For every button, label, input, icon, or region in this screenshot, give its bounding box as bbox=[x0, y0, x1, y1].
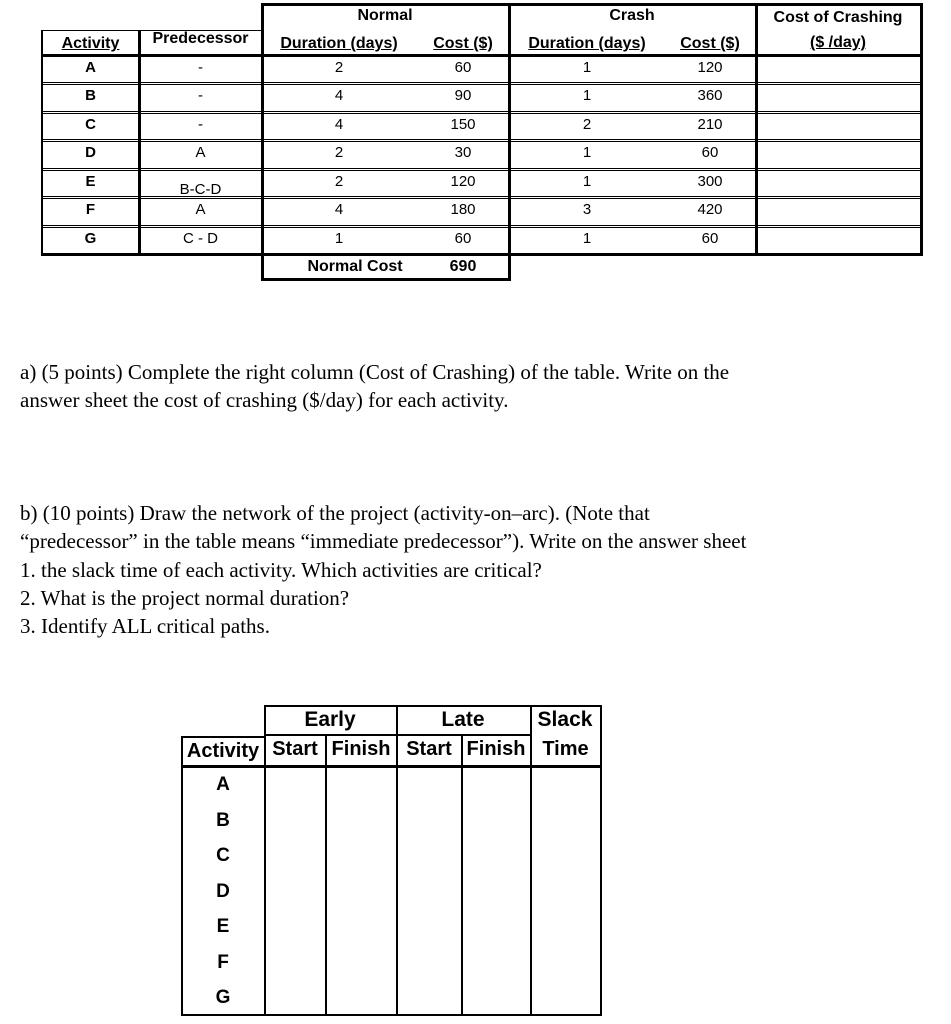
row-line bbox=[41, 168, 923, 171]
schedule-empty-cell[interactable] bbox=[398, 839, 460, 872]
schedule-activity-label: F bbox=[217, 951, 229, 973]
cell-activity: C bbox=[85, 116, 96, 133]
row-line bbox=[41, 225, 923, 228]
schedule-activity-label: E bbox=[216, 916, 230, 937]
cell-activity: F bbox=[85, 201, 96, 218]
normal-cost-label: Normal Cost bbox=[307, 258, 403, 275]
cell-normal-duration: 2 bbox=[334, 144, 344, 161]
col-header-crash-duration: Duration (days) bbox=[528, 35, 646, 52]
col-header-crash-cost: Cost ($) bbox=[680, 35, 740, 52]
question-a-line-1: a) (5 points) Complete the right column (Cost of Crashing) of the table. Write on the bbox=[20, 360, 730, 384]
schedule-empty-cell[interactable] bbox=[463, 981, 529, 1014]
row-line bbox=[41, 139, 923, 142]
schedule-empty-cell[interactable] bbox=[266, 839, 324, 872]
cell-normal-duration: 4 bbox=[334, 87, 344, 104]
question-b-item-2: 2. What is the project normal duration? bbox=[20, 586, 350, 610]
cell-normal-duration: 1 bbox=[334, 230, 344, 247]
cell-predecessor: - bbox=[198, 87, 203, 104]
schedule-empty-cell[interactable] bbox=[327, 910, 395, 943]
cell-crash-cost: 60 bbox=[701, 230, 719, 247]
cell-cost-of-crashing-empty[interactable] bbox=[757, 144, 919, 164]
cell-normal-cost: 90 bbox=[454, 87, 472, 104]
schedule-empty-cell[interactable] bbox=[463, 946, 529, 979]
question-a-line-2: answer sheet the cost of crashing ($/day) for each activity. bbox=[20, 388, 509, 412]
cell-normal-duration: 4 bbox=[334, 116, 344, 133]
cell-crash-cost: 60 bbox=[701, 144, 719, 161]
schedule-empty-cell[interactable] bbox=[266, 946, 324, 979]
cell-activity: G bbox=[84, 230, 97, 247]
table-border-right bbox=[600, 705, 602, 1016]
cell-predecessor: A bbox=[195, 201, 206, 218]
cell-predecessor: A bbox=[195, 144, 206, 161]
cell-crash-cost: 210 bbox=[697, 116, 723, 133]
crash-group-header: Crash bbox=[609, 7, 655, 24]
schedule-activity-label: C bbox=[216, 845, 230, 866]
schedule-empty-cell[interactable] bbox=[398, 910, 460, 943]
col-header-late-start: Start bbox=[406, 738, 452, 760]
col-header-activity: Activity bbox=[186, 740, 260, 762]
question-b-line-2: “predecessor” in the table means “immediate predecessor”). Write on the answer sheet bbox=[20, 529, 747, 553]
schedule-empty-cell[interactable] bbox=[463, 875, 529, 908]
col-header-slack-time: Time bbox=[542, 738, 589, 760]
schedule-activity-label: B bbox=[216, 809, 230, 831]
schedule-empty-cell[interactable] bbox=[327, 875, 395, 908]
schedule-table bbox=[0, 700, 951, 1024]
cell-normal-cost: 30 bbox=[454, 144, 472, 161]
cell-normal-duration: 2 bbox=[334, 173, 344, 190]
normal-cost-value: 690 bbox=[449, 258, 477, 275]
cell-crash-cost: 360 bbox=[697, 87, 723, 104]
col-header-normal-cost: Cost ($) bbox=[433, 35, 493, 52]
schedule-activity-label: G bbox=[215, 987, 231, 1008]
cell-cost-of-crashing-empty[interactable] bbox=[757, 116, 919, 136]
schedule-empty-cell[interactable] bbox=[532, 839, 599, 872]
col-header-activity: Activity bbox=[61, 35, 120, 52]
schedule-empty-cell[interactable] bbox=[398, 768, 460, 801]
cell-normal-cost: 60 bbox=[454, 230, 472, 247]
schedule-empty-cell[interactable] bbox=[532, 981, 599, 1014]
crash-table bbox=[0, 0, 951, 290]
cell-crash-duration: 1 bbox=[582, 144, 592, 161]
table-header-line bbox=[41, 54, 923, 57]
cell-cost-of-crashing-empty[interactable] bbox=[757, 59, 919, 79]
schedule-empty-cell[interactable] bbox=[327, 946, 395, 979]
normal-group-header: Normal bbox=[357, 7, 413, 24]
cell-crash-duration: 1 bbox=[582, 87, 592, 104]
cost-of-crashing-unit: ($ /day) bbox=[809, 34, 866, 51]
schedule-empty-cell[interactable] bbox=[532, 875, 599, 908]
schedule-empty-cell[interactable] bbox=[327, 981, 395, 1014]
question-b-item-1: 1. the slack time of each activity. Which activities are critical? bbox=[20, 558, 542, 582]
schedule-activity-label: D bbox=[216, 880, 230, 902]
cell-crash-duration: 1 bbox=[582, 59, 592, 76]
col-header-normal-duration: Duration (days) bbox=[280, 35, 398, 52]
schedule-empty-cell[interactable] bbox=[532, 768, 599, 801]
schedule-empty-cell[interactable] bbox=[398, 875, 460, 908]
row-line bbox=[41, 82, 923, 85]
cell-crash-duration: 3 bbox=[582, 201, 592, 218]
schedule-empty-cell[interactable] bbox=[532, 946, 599, 979]
schedule-empty-cell[interactable] bbox=[463, 768, 529, 801]
cell-cost-of-crashing-empty[interactable] bbox=[757, 173, 919, 193]
schedule-empty-cell[interactable] bbox=[327, 768, 395, 801]
question-b-item-3: 3. Identify ALL critical paths. bbox=[20, 614, 270, 638]
schedule-empty-cell[interactable] bbox=[327, 839, 395, 872]
cell-activity: E bbox=[85, 173, 96, 190]
cell-crash-cost: 300 bbox=[697, 173, 723, 190]
cell-crash-duration: 1 bbox=[582, 173, 592, 190]
schedule-empty-cell[interactable] bbox=[266, 910, 324, 943]
schedule-empty-cell[interactable] bbox=[266, 981, 324, 1014]
cell-activity: B bbox=[85, 87, 96, 104]
cell-activity: D bbox=[85, 144, 96, 161]
cell-crash-duration: 1 bbox=[582, 230, 592, 247]
row-line bbox=[41, 111, 923, 114]
cell-normal-cost: 150 bbox=[450, 116, 476, 133]
schedule-empty-cell[interactable] bbox=[398, 804, 460, 837]
cell-cost-of-crashing-empty[interactable] bbox=[757, 201, 919, 221]
cell-normal-duration: 4 bbox=[334, 201, 344, 218]
cell-crash-cost: 120 bbox=[697, 59, 723, 76]
schedule-empty-cell[interactable] bbox=[266, 768, 324, 801]
table-border-right bbox=[920, 3, 923, 255]
cell-predecessor: - bbox=[198, 116, 203, 133]
early-group-header: Early bbox=[304, 708, 356, 731]
question-b-line-1: b) (10 points) Draw the network of the project (activity-on–arc). (Note that bbox=[20, 501, 650, 525]
schedule-empty-cell[interactable] bbox=[327, 804, 395, 837]
cell-activity: A bbox=[85, 59, 96, 76]
schedule-empty-cell[interactable] bbox=[463, 910, 529, 943]
schedule-empty-cell[interactable] bbox=[463, 804, 529, 837]
schedule-empty-cell[interactable] bbox=[532, 804, 599, 837]
cell-normal-cost: 120 bbox=[450, 173, 476, 190]
schedule-empty-cell[interactable] bbox=[266, 804, 324, 837]
col-header-early-start: Start bbox=[272, 738, 318, 760]
schedule-empty-cell[interactable] bbox=[532, 910, 599, 943]
late-group-header: Late bbox=[441, 708, 485, 731]
cell-cost-of-crashing-empty[interactable] bbox=[757, 230, 919, 250]
cell-cost-of-crashing-empty[interactable] bbox=[757, 87, 919, 107]
cell-predecessor: C - D bbox=[183, 230, 218, 247]
cell-crash-cost: 420 bbox=[697, 201, 723, 218]
cell-normal-cost: 60 bbox=[454, 59, 472, 76]
schedule-empty-cell[interactable] bbox=[398, 946, 460, 979]
cell-predecessor: - bbox=[198, 59, 203, 76]
table-bottom-line bbox=[41, 253, 923, 256]
slack-group-header: Slack bbox=[537, 708, 593, 731]
table-border-bottom bbox=[181, 1014, 602, 1016]
cell-normal-cost: 180 bbox=[450, 201, 476, 218]
cell-crash-duration: 2 bbox=[582, 116, 592, 133]
col-header-late-finish: Finish bbox=[466, 738, 526, 760]
schedule-activity-label: A bbox=[216, 774, 230, 795]
schedule-empty-cell[interactable] bbox=[398, 981, 460, 1014]
cost-of-crashing-header: Cost of Crashing bbox=[773, 9, 903, 26]
col-header-early-finish: Finish bbox=[331, 738, 391, 760]
footer-bottom-line bbox=[261, 278, 511, 281]
schedule-empty-cell[interactable] bbox=[463, 839, 529, 872]
col-header-predecessor: Predecessor bbox=[152, 30, 249, 47]
cell-predecessor: B-C-D bbox=[179, 181, 222, 198]
schedule-empty-cell[interactable] bbox=[266, 875, 324, 908]
table-border-top bbox=[261, 3, 923, 6]
cell-normal-duration: 2 bbox=[334, 59, 344, 76]
